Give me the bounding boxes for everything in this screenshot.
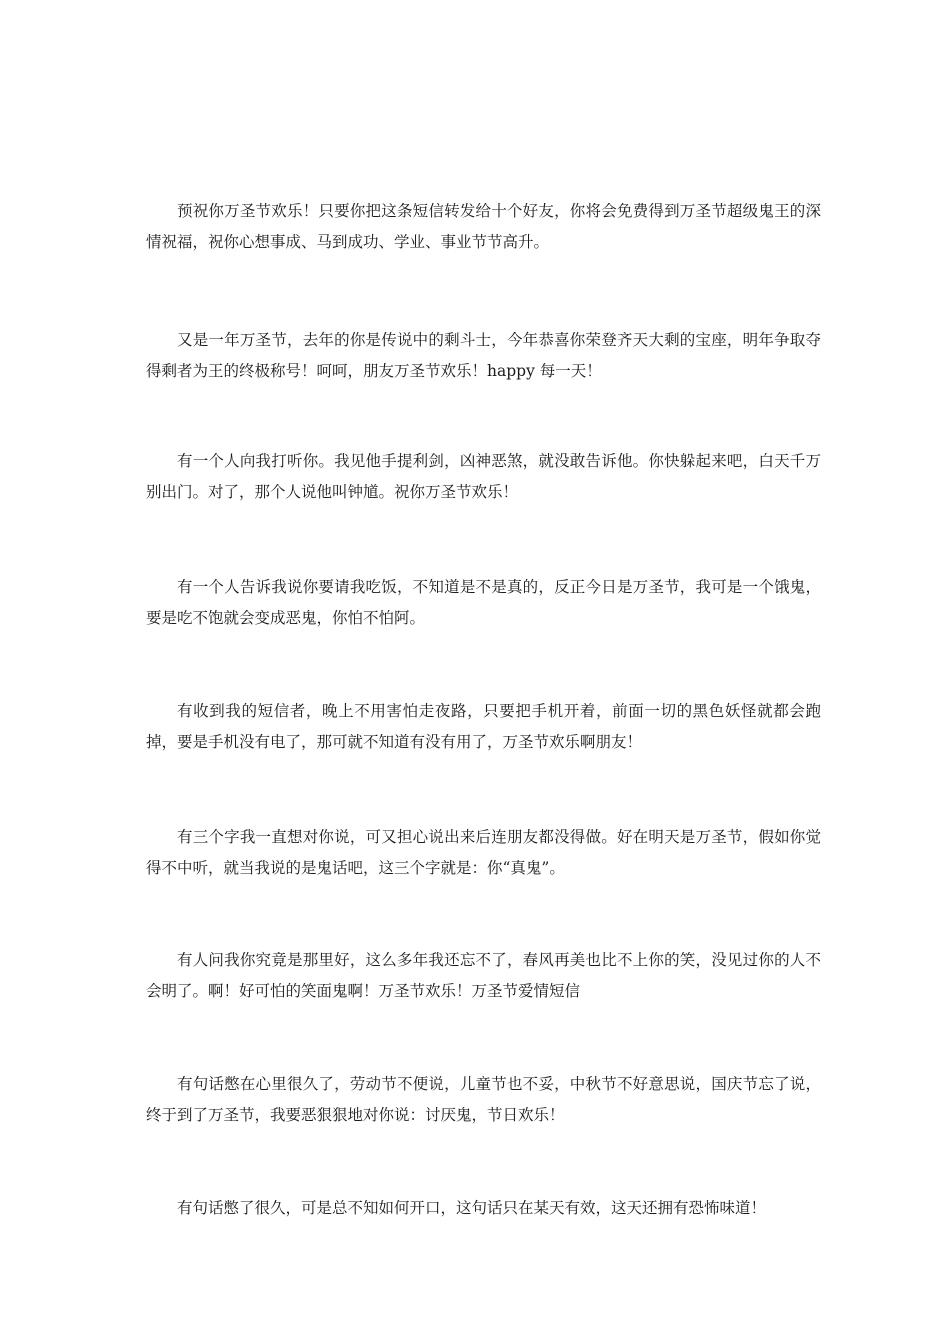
paragraph-8: 有句话憋在心里很久了，劳动节不便说，儿童节也不妥，中秋节不好意思说，国庆节忘了说，终于到了万圣节，我要恶狠狠地对你说：讨厌鬼，节日欢乐！	[146, 1075, 821, 1124]
paragraph-7: 有人问我你究竟是那里好，这么多年我还忘不了，春风再美也比不上你的笑，没见过你的人不会明了。啊！好可怕的笑面鬼啊！万圣节欢乐！万圣节爱情短信	[146, 951, 821, 1000]
paragraph-6: 有三个字我一直想对你说，可又担心说出来后连朋友都没得做。好在明天是万圣节，假如你觉得不中听，就当我说的是鬼话吧，这三个字就是：你“真鬼”。	[146, 828, 821, 877]
paragraph-2: 又是一年万圣节，去年的你是传说中的剩斗士，今年恭喜你荣登齐天大剩的宝座，明年争取夺得剩者为王的终极称号！呵呵，朋友万圣节欢乐！happy 每一天！	[146, 331, 821, 380]
paragraph-3: 有一个人向我打听你。我见他手提利剑，凶神恶煞，就没敢告诉他。你快躲起来吧，白天千万别出门。对了，那个人说他叫钟馗。祝你万圣节欢乐！	[146, 452, 821, 501]
paragraph-1: 预祝你万圣节欢乐！只要你把这条短信转发给十个好友，你将会免费得到万圣节超级鬼王的深情祝福，祝你心想事成、马到成功、学业、事业节节高升。	[146, 202, 821, 251]
paragraph-5: 有收到我的短信者，晚上不用害怕走夜路，只要把手机开着，前面一切的黑色妖怪就都会跑掉，要是手机没有电了，那可就不知道有没有用了，万圣节欢乐啊朋友！	[146, 702, 821, 751]
paragraph-4: 有一个人告诉我说你要请我吃饭，不知道是不是真的，反正今日是万圣节，我可是一个饿鬼，要是吃不饱就会变成恶鬼，你怕不怕阿。	[146, 578, 821, 627]
paragraph-9: 有句话憋了很久，可是总不知如何开口，这句话只在某天有效，这天还拥有恐怖味道！	[177, 1199, 767, 1217]
